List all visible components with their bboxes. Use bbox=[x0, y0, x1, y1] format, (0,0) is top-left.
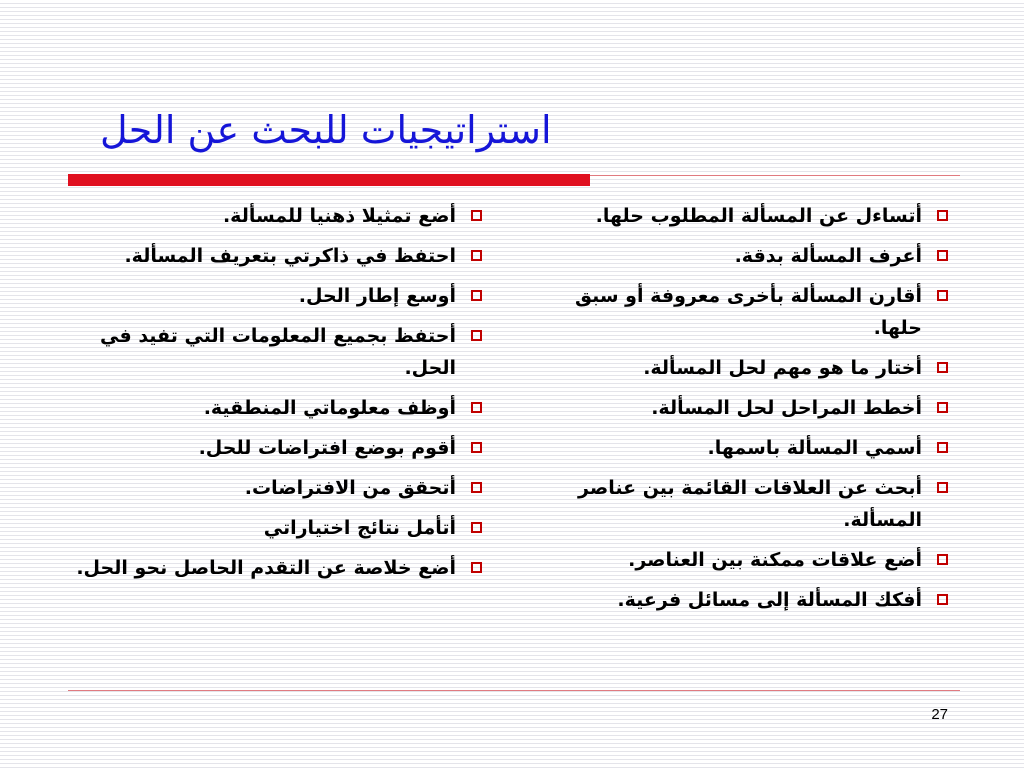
list-item bbox=[70, 240, 492, 272]
list-item bbox=[70, 472, 492, 504]
list-item bbox=[536, 584, 958, 616]
title-accent-rule bbox=[68, 174, 590, 186]
list-item-text: أقوم بوضع افتراضات للحل. bbox=[198, 437, 456, 459]
square-bullet-icon bbox=[471, 482, 482, 493]
list-item-text: أضع تمثيلا ذهنيا للمسألة. bbox=[222, 205, 456, 227]
list-item bbox=[70, 552, 492, 584]
list-item bbox=[536, 544, 958, 576]
list-item-text: أفكك المسألة إلى مسائل فرعية. bbox=[617, 589, 922, 611]
square-bullet-icon bbox=[471, 442, 482, 453]
list-item-text: أعرف المسألة بدقة. bbox=[734, 245, 922, 267]
list-item bbox=[536, 200, 958, 232]
list-item-text: أبحث عن العلاقات القائمة بين عناصر المسألة. bbox=[578, 477, 922, 531]
list-item bbox=[70, 280, 492, 312]
square-bullet-icon bbox=[937, 210, 948, 221]
list-item-text: أوسع إطار الحل. bbox=[298, 285, 456, 307]
list-item-text: أختار ما هو مهم لحل المسألة. bbox=[643, 357, 922, 379]
list-item bbox=[536, 240, 958, 272]
list-item bbox=[536, 392, 958, 424]
title-thin-rule bbox=[590, 175, 960, 176]
square-bullet-icon bbox=[937, 482, 948, 493]
footer-rule bbox=[68, 690, 960, 691]
square-bullet-icon bbox=[937, 290, 948, 301]
square-bullet-icon bbox=[471, 522, 482, 533]
list-item-text: أتحقق من الافتراضات. bbox=[244, 477, 456, 499]
list-item bbox=[70, 200, 492, 232]
left-bullet-list bbox=[70, 200, 492, 592]
square-bullet-icon bbox=[471, 250, 482, 261]
list-item bbox=[536, 432, 958, 464]
square-bullet-icon bbox=[937, 594, 948, 605]
list-item-text: أضع خلاصة عن التقدم الحاصل نحو الحل. bbox=[76, 557, 456, 579]
list-item-text: أتساءل عن المسألة المطلوب حلها. bbox=[595, 205, 922, 227]
list-item bbox=[70, 432, 492, 464]
square-bullet-icon bbox=[471, 290, 482, 301]
list-item-text: أضع علاقات ممكنة بين العناصر. bbox=[628, 549, 922, 571]
square-bullet-icon bbox=[471, 330, 482, 341]
square-bullet-icon bbox=[471, 562, 482, 573]
square-bullet-icon bbox=[937, 554, 948, 565]
square-bullet-icon bbox=[937, 250, 948, 261]
list-item bbox=[70, 512, 492, 544]
list-item-text: أسمي المسألة باسمها. bbox=[707, 437, 922, 459]
square-bullet-icon bbox=[471, 210, 482, 221]
list-item bbox=[536, 472, 958, 536]
list-item bbox=[536, 280, 958, 344]
list-item-text: أتأمل نتائج اختياراتي bbox=[263, 517, 456, 539]
square-bullet-icon bbox=[937, 442, 948, 453]
list-item bbox=[536, 352, 958, 384]
list-item bbox=[70, 320, 492, 384]
right-bullet-list bbox=[536, 200, 958, 624]
slide-title: استراتيجيات للبحث عن الحل bbox=[100, 108, 552, 152]
square-bullet-icon bbox=[937, 402, 948, 413]
list-item bbox=[70, 392, 492, 424]
square-bullet-icon bbox=[471, 402, 482, 413]
list-item-text: احتفظ في ذاكرتي بتعريف المسألة. bbox=[124, 245, 456, 267]
page-number: 27 bbox=[931, 706, 948, 723]
list-item-text: أخطط المراحل لحل المسألة. bbox=[651, 397, 922, 419]
list-item-text: أوظف معلوماتي المنطقية. bbox=[203, 397, 456, 419]
list-item-text: أقارن المسألة بأخرى معروفة أو سبق حلها. bbox=[575, 285, 922, 339]
square-bullet-icon bbox=[937, 362, 948, 373]
list-item-text: أحتفظ بجميع المعلومات التي تفيد في الحل. bbox=[100, 325, 456, 379]
